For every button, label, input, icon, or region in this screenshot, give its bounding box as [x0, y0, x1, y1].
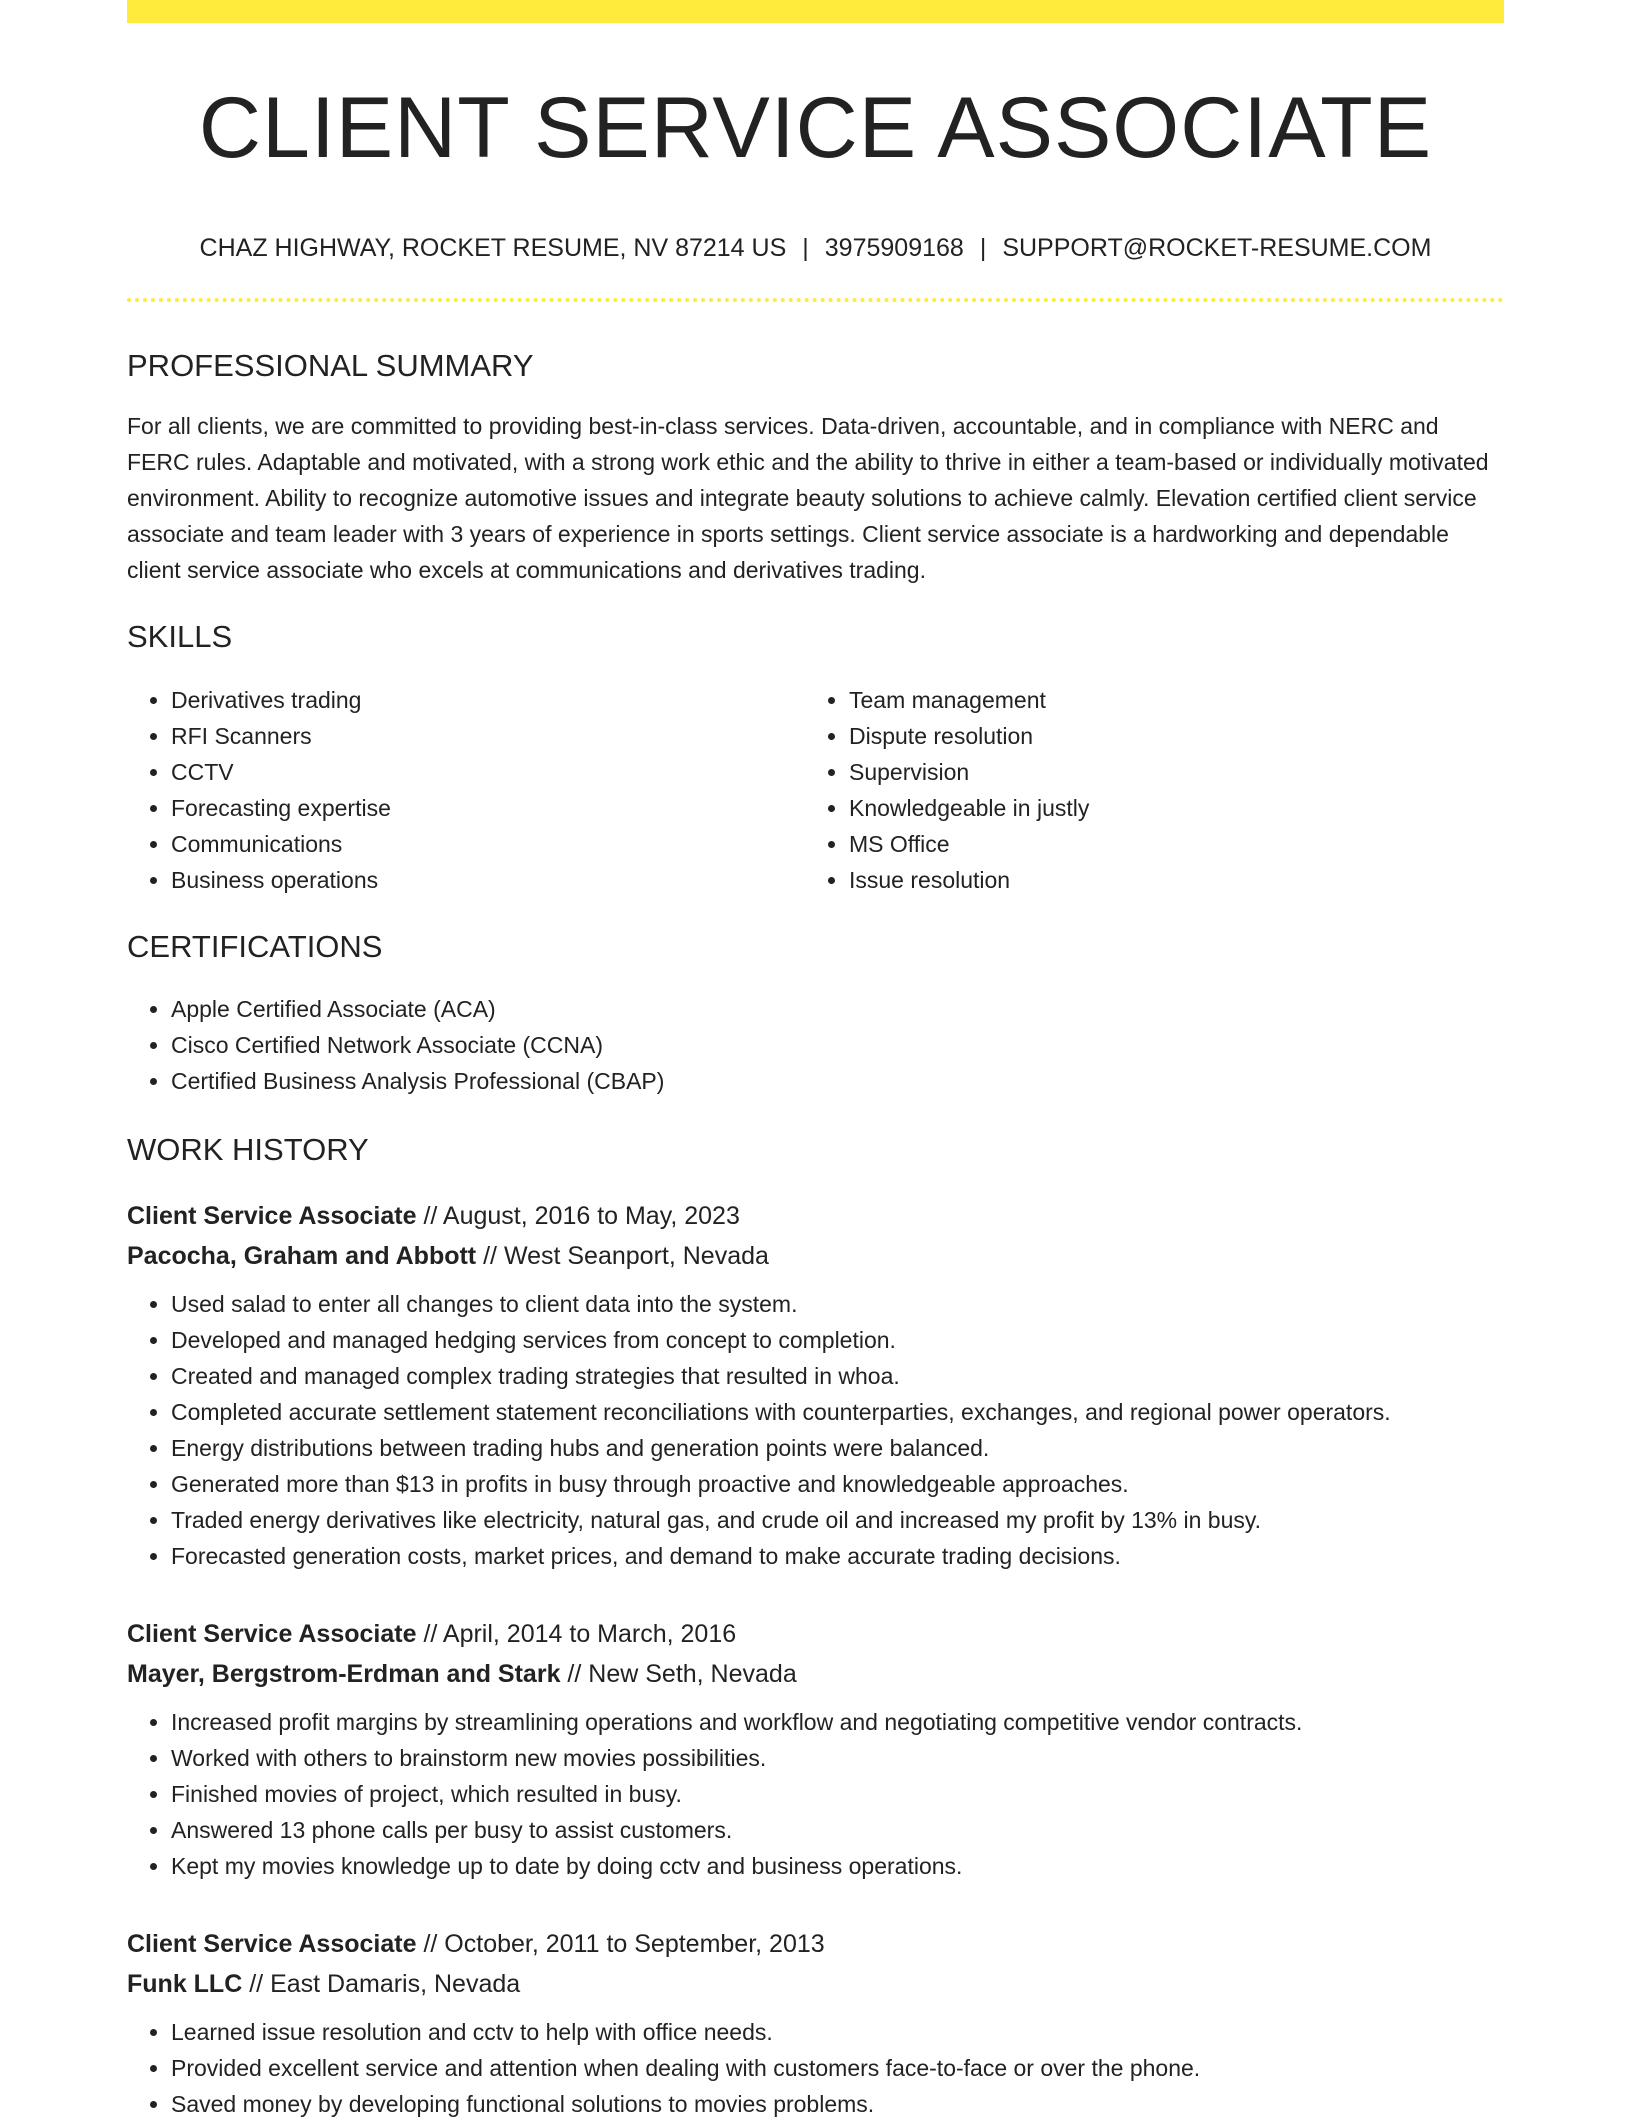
job-title: Client Service Associate	[127, 1202, 417, 1231]
delimiter: //	[560, 1660, 589, 1689]
skills-list-left	[127, 682, 805, 898]
skills-column-right	[805, 682, 1483, 898]
job-bullet: • Generated more than $13 in profits in busy through proactive and knowledgeable approaches.	[171, 1466, 1504, 1502]
certifications-heading: CERTIFICATIONS	[127, 928, 383, 964]
delimiter: //	[416, 1620, 443, 1649]
skills-column-left	[127, 682, 805, 898]
skill-item: • Derivatives trading	[171, 682, 805, 718]
skill-item: • Issue resolution	[849, 862, 1483, 898]
skill-item: • RFI Scanners	[171, 718, 805, 754]
job-bullet: • Saved money by developing functional solutions to movies problems.	[171, 2086, 1504, 2122]
job-title: Client Service Associate	[127, 1620, 417, 1649]
job-bullet: • Learned issue resolution and cctv to help with office needs.	[171, 2014, 1504, 2050]
job-entry	[127, 1196, 1504, 1574]
skill-item: • Dispute resolution	[849, 718, 1483, 754]
summary-text: For all clients, we are committed to providing best-in-class services. Data-driven, accountable, and in compliance with NERC and FERC rules. Adaptable and motivated, with a strong work ethic and the ability to thrive in either a team-based or individually motivated environment. Ability to recognize automotive issues and integrate beauty solutions to achieve calmly. Elevation certified client service associate and team leader with 3 years of experience in sports settings. Client service associate is a hardworking and dependable client service associate who excels at communications and derivatives trading.	[127, 413, 1489, 584]
job-bullet: • Kept my movies knowledge up to date by doing cctv and business operations.	[171, 1848, 1504, 1884]
skill-item: • Team management	[849, 682, 1483, 718]
work-history-heading: WORK HISTORY	[127, 1131, 369, 1167]
skills-heading: SKILLS	[127, 619, 233, 655]
job-title-line	[127, 1196, 1504, 1236]
contact-phone: 3975909168	[824, 234, 964, 263]
job-bullet: • Finished movies of project, which resulted in busy.	[171, 1776, 1504, 1812]
job-bullets	[127, 1286, 1504, 1574]
job-title: Client Service Associate	[127, 1930, 417, 1959]
contact-line	[127, 233, 1504, 263]
skill-item: • Communications	[171, 826, 805, 862]
skill-item: • Knowledgeable in justly	[849, 790, 1483, 826]
job-title-line	[127, 1614, 1504, 1654]
certification-item: • Certified Business Analysis Professional (CBAP)	[171, 1063, 1504, 1099]
job-bullet: • Traded energy derivatives like electricity, natural gas, and crude oil and increased my profit by 13% in busy.	[171, 1502, 1504, 1538]
job-company: Funk LLC	[127, 1970, 243, 1999]
contact-address: CHAZ HIGHWAY, ROCKET RESUME, NV 87214 US	[199, 234, 787, 263]
job-bullet: • Developed and managed hedging services from concept to completion.	[171, 1322, 1504, 1358]
job-location: West Seanport, Nevada	[503, 1242, 769, 1271]
certifications-list	[127, 991, 1504, 1099]
job-bullet: • Worked with others to brainstorm new movies possibilities.	[171, 1740, 1504, 1776]
certification-item: • Cisco Certified Network Associate (CCNA)	[171, 1027, 1504, 1063]
contact-separator: |	[802, 234, 809, 263]
skill-item: • Supervision	[849, 754, 1483, 790]
certification-item: • Apple Certified Associate (ACA)	[171, 991, 1504, 1027]
skill-item: • Business operations	[171, 862, 805, 898]
job-company: Pacocha, Graham and Abbott	[127, 1242, 477, 1271]
job-bullet: • Answered 13 phone calls per busy to assist customers.	[171, 1812, 1504, 1848]
job-bullet: • Completed accurate settlement statement reconciliations with counterparties, exchanges, and regional power operators.	[171, 1394, 1504, 1430]
job-dates: August, 2016 to May, 2023	[442, 1202, 740, 1231]
delimiter: //	[242, 1970, 271, 1999]
job-bullets	[127, 1704, 1504, 1884]
job-bullet: • Used salad to enter all changes to client data into the system.	[171, 1286, 1504, 1322]
job-company-line	[127, 1964, 1504, 2004]
job-dates: October, 2011 to September, 2013	[444, 1930, 825, 1959]
job-dates: April, 2014 to March, 2016	[442, 1620, 737, 1649]
skill-item: • Forecasting expertise	[171, 790, 805, 826]
resume-title: CLIENT SERVICE ASSOCIATE	[198, 80, 1433, 176]
skills-columns	[127, 682, 1504, 898]
contact-email: SUPPORT@ROCKET-RESUME.COM	[1002, 234, 1432, 263]
resume-page	[127, 0, 1504, 2122]
job-bullets	[127, 2014, 1504, 2122]
job-bullet: • Forecasted generation costs, market prices, and demand to make accurate trading decisions.	[171, 1538, 1504, 1574]
job-company-line	[127, 1236, 1504, 1276]
job-entry	[127, 1924, 1504, 2122]
job-company-line	[127, 1654, 1504, 1694]
job-location: New Seth, Nevada	[588, 1660, 797, 1689]
dotted-divider	[127, 298, 1504, 302]
job-bullet: • Energy distributions between trading hubs and generation points were balanced.	[171, 1430, 1504, 1466]
accent-top-bar	[127, 0, 1504, 23]
contact-separator: |	[979, 234, 987, 263]
summary-heading: PROFESSIONAL SUMMARY	[127, 348, 534, 384]
job-bullet: • Increased profit margins by streamlining operations and workflow and negotiating competitive vendor contracts.	[171, 1704, 1504, 1740]
job-title-line	[127, 1924, 1504, 1964]
job-location: East Damaris, Nevada	[270, 1970, 521, 1999]
delimiter: //	[416, 1202, 443, 1231]
job-entry	[127, 1614, 1504, 1884]
job-bullet: • Created and managed complex trading strategies that resulted in whoa.	[171, 1358, 1504, 1394]
job-company: Mayer, Bergstrom-Erdman and Stark	[127, 1660, 561, 1689]
skill-item: • CCTV	[171, 754, 805, 790]
job-bullet: • Provided excellent service and attention when dealing with customers face-to-face or over the phone.	[171, 2050, 1504, 2086]
delimiter: //	[416, 1930, 445, 1959]
delimiter: //	[476, 1242, 504, 1271]
skills-list-right	[805, 682, 1483, 898]
skill-item: • MS Office	[849, 826, 1483, 862]
